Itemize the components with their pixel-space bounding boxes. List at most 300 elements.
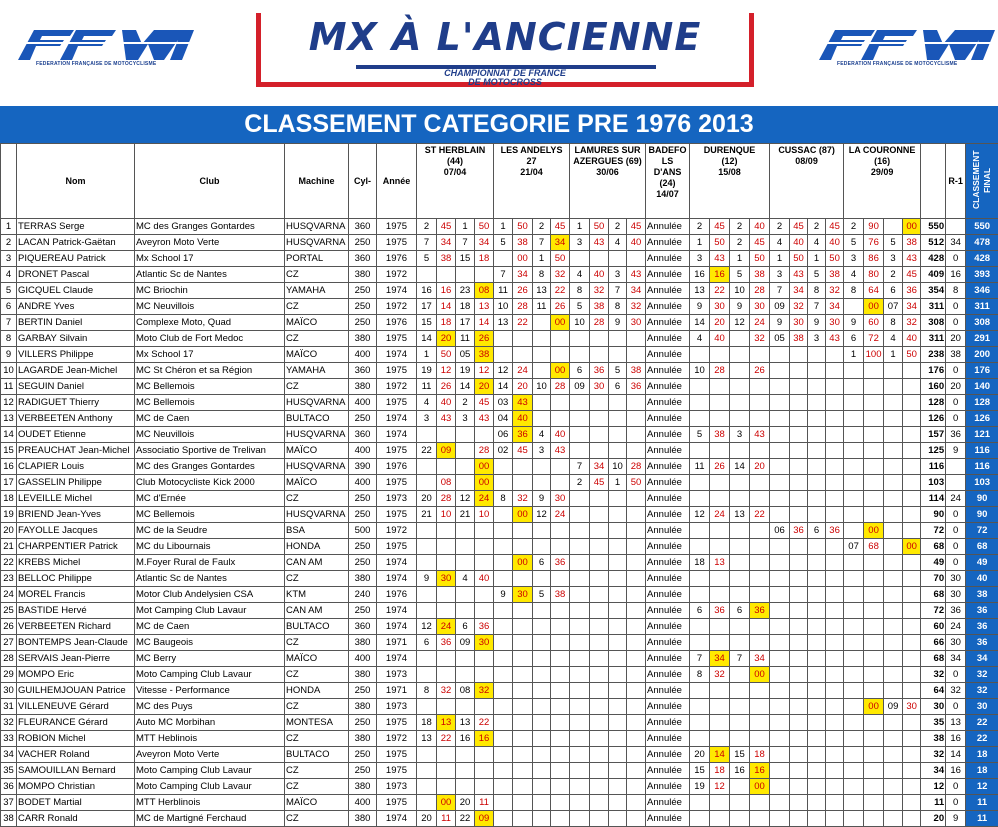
event-cell: [690, 571, 710, 587]
table-row: [1, 395, 998, 411]
table-row: [1, 363, 998, 379]
event-cell: [750, 475, 770, 491]
event-cell: 30: [513, 587, 533, 603]
event-cell: 13: [437, 715, 456, 731]
event-cell: [750, 571, 770, 587]
event-cell: [790, 491, 808, 507]
event-cell: 20: [690, 747, 710, 763]
table-row: [1, 539, 998, 555]
event-cell: [417, 587, 437, 603]
event-cell: [627, 507, 646, 523]
event-cell: 18: [710, 763, 730, 779]
event-cell: [864, 667, 884, 683]
event-cell: [844, 395, 864, 411]
event-cell: [456, 667, 475, 683]
rider-club: MC Briochin: [135, 283, 285, 299]
event-cell: [864, 635, 884, 651]
rider-cyl: 250: [349, 411, 377, 427]
event-cell: [864, 619, 884, 635]
rider-cyl: 400: [349, 347, 377, 363]
event-cell: 9: [690, 299, 710, 315]
event-cell: [627, 395, 646, 411]
event-cell: 15: [690, 763, 710, 779]
rider-club: MC de Caen: [135, 619, 285, 635]
final-points: 32: [966, 667, 998, 683]
r1-points: [946, 475, 966, 491]
row-rank: 7: [1, 315, 17, 331]
event-cell: [609, 651, 627, 667]
event-cell: [770, 667, 790, 683]
total-points: 32: [921, 667, 946, 683]
total-points: 12: [921, 779, 946, 795]
event-cell: 21: [456, 507, 475, 523]
event-cell: [844, 715, 864, 731]
event-cell: 22: [551, 283, 570, 299]
event-cell: [690, 811, 710, 827]
rider-club: Atlantic Sc de Nantes: [135, 267, 285, 283]
event-cell: 7: [456, 235, 475, 251]
table-row: [1, 283, 998, 299]
rider-annee: 1976: [377, 587, 417, 603]
event-cell: [750, 411, 770, 427]
event-cell: [770, 619, 790, 635]
rider-name: KREBS Michel: [17, 555, 135, 571]
rider-annee: 1972: [377, 523, 417, 539]
rider-annee: 1972: [377, 731, 417, 747]
event-cell: 45: [513, 443, 533, 459]
event-cell: 7: [570, 459, 590, 475]
table-row: [1, 523, 998, 539]
badefo-status: Annulée: [646, 459, 690, 475]
rider-cyl: 250: [349, 683, 377, 699]
event-cell: [570, 507, 590, 523]
event-cell: 6: [730, 603, 750, 619]
event-cell: 50: [475, 219, 494, 235]
event-cell: [884, 219, 903, 235]
event-cell: [826, 779, 844, 795]
rider-name: LEVEILLE Michel: [17, 491, 135, 507]
rider-machine: CZ: [285, 811, 349, 827]
rider-club: MC de la Seudre: [135, 523, 285, 539]
event-cell: 43: [475, 411, 494, 427]
rider-cyl: 360: [349, 619, 377, 635]
event-cell: [494, 635, 513, 651]
badefo-status: Annulée: [646, 299, 690, 315]
total-points: 20: [921, 811, 946, 827]
event-cell: [903, 811, 921, 827]
event-cell: [551, 667, 570, 683]
event-cell: [437, 555, 456, 571]
col-event-les-andelys: LES ANDELYS 27 21/04: [494, 144, 570, 219]
r1-points: 30: [946, 635, 966, 651]
table-row: [1, 411, 998, 427]
rider-machine: CAN AM: [285, 603, 349, 619]
event-cell: 28: [551, 379, 570, 395]
final-points: 68: [966, 539, 998, 555]
event-cell: 36: [790, 523, 808, 539]
event-cell: 7: [609, 283, 627, 299]
event-cell: [627, 331, 646, 347]
badefo-status: Annulée: [646, 571, 690, 587]
event-cell: 4: [533, 427, 551, 443]
event-cell: [513, 651, 533, 667]
r1-points: 0: [946, 411, 966, 427]
event-cell: 6: [690, 603, 710, 619]
rider-club: MC d'Ernée: [135, 491, 285, 507]
event-cell: 1: [456, 219, 475, 235]
event-cell: [710, 347, 730, 363]
event-cell: 8: [844, 283, 864, 299]
event-cell: [417, 651, 437, 667]
event-cell: [730, 363, 750, 379]
event-cell: 1: [808, 251, 826, 267]
row-rank: 11: [1, 379, 17, 395]
event-cell: 12: [710, 779, 730, 795]
event-cell: 11: [437, 811, 456, 827]
event-cell: [609, 635, 627, 651]
event-cell: [456, 763, 475, 779]
event-cell: 3: [533, 443, 551, 459]
event-cell: [770, 747, 790, 763]
event-cell: [513, 539, 533, 555]
final-points: 22: [966, 731, 998, 747]
event-cell: [826, 587, 844, 603]
row-rank: 12: [1, 395, 17, 411]
event-cell: [790, 427, 808, 443]
event-cell: 08: [437, 475, 456, 491]
event-cell: 2: [770, 219, 790, 235]
event-cell: [475, 539, 494, 555]
final-points: 11: [966, 795, 998, 811]
r1-points: 32: [946, 683, 966, 699]
event-cell: 32: [903, 315, 921, 331]
event-cell: 38: [710, 427, 730, 443]
event-cell: [494, 459, 513, 475]
event-cell: 34: [627, 283, 646, 299]
rider-cyl: 250: [349, 715, 377, 731]
event-cell: [903, 731, 921, 747]
event-cell: 76: [864, 235, 884, 251]
total-points: 72: [921, 523, 946, 539]
event-cell: 00: [864, 699, 884, 715]
table-row: [1, 715, 998, 731]
event-cell: [808, 731, 826, 747]
event-cell: 16: [456, 731, 475, 747]
event-cell: [770, 443, 790, 459]
event-cell: [590, 811, 609, 827]
event-cell: [690, 699, 710, 715]
event-cell: [808, 363, 826, 379]
event-cell: [513, 779, 533, 795]
rider-club: Moto Camping Club Lavaur: [135, 763, 285, 779]
rider-club: Motor Club Andelysien CSA: [135, 587, 285, 603]
rider-machine: MAÏCO: [285, 347, 349, 363]
rider-cyl: 250: [349, 491, 377, 507]
event-cell: 5: [844, 235, 864, 251]
rider-annee: 1974: [377, 347, 417, 363]
event-cell: [710, 699, 730, 715]
event-cell: [437, 427, 456, 443]
rider-club: M.Foyer Rural de Faulx: [135, 555, 285, 571]
event-cell: [609, 619, 627, 635]
event-cell: [570, 411, 590, 427]
event-cell: [884, 779, 903, 795]
total-points: 30: [921, 699, 946, 715]
table-row: [1, 235, 998, 251]
row-rank: 20: [1, 523, 17, 539]
event-cell: [903, 411, 921, 427]
event-cell: 02: [494, 443, 513, 459]
event-cell: [790, 731, 808, 747]
event-cell: [844, 587, 864, 603]
event-cell: [690, 539, 710, 555]
event-cell: [790, 587, 808, 603]
event-cell: 13: [690, 283, 710, 299]
event-cell: 14: [456, 379, 475, 395]
page-header: [0, 0, 998, 106]
row-rank: 28: [1, 651, 17, 667]
event-cell: [750, 635, 770, 651]
r1-points: 0: [946, 539, 966, 555]
event-cell: [844, 731, 864, 747]
event-cell: 00: [903, 539, 921, 555]
final-points: 18: [966, 763, 998, 779]
event-cell: [808, 779, 826, 795]
event-cell: [609, 747, 627, 763]
rider-annee: 1975: [377, 715, 417, 731]
rider-cyl: 400: [349, 443, 377, 459]
event-cell: 7: [533, 235, 551, 251]
event-cell: [494, 347, 513, 363]
event-cell: [864, 587, 884, 603]
event-cell: 30: [475, 635, 494, 651]
event-cell: 43: [627, 267, 646, 283]
event-cell: [417, 667, 437, 683]
event-cell: [570, 539, 590, 555]
event-cell: [475, 523, 494, 539]
r1-points: 0: [946, 395, 966, 411]
event-cell: 5: [690, 427, 710, 443]
rider-club: Moto Club de Fort Medoc: [135, 331, 285, 347]
rider-name: BONTEMPS Jean-Claude: [17, 635, 135, 651]
event-cell: 34: [903, 299, 921, 315]
event-cell: [790, 443, 808, 459]
rider-name: PIQUEREAU Patrick: [17, 251, 135, 267]
event-cell: 9: [730, 299, 750, 315]
event-cell: [456, 443, 475, 459]
event-cell: [864, 715, 884, 731]
event-cell: [513, 619, 533, 635]
event-cell: 34: [437, 235, 456, 251]
event-cell: 18: [417, 715, 437, 731]
event-cell: 16: [690, 267, 710, 283]
event-cell: [770, 507, 790, 523]
event-cell: [437, 267, 456, 283]
rider-name: SERVAIS Jean-Pierre: [17, 651, 135, 667]
event-cell: 13: [730, 507, 750, 523]
rider-club: MC Neuvillois: [135, 299, 285, 315]
event-cell: [690, 731, 710, 747]
event-cell: [730, 491, 750, 507]
r1-points: 0: [946, 523, 966, 539]
event-cell: 00: [750, 779, 770, 795]
event-cell: [884, 731, 903, 747]
event-cell: [609, 251, 627, 267]
badefo-status: Annulée: [646, 443, 690, 459]
event-cell: 6: [417, 635, 437, 651]
event-cell: [808, 571, 826, 587]
rider-machine: MONTESA: [285, 715, 349, 731]
rider-annee: 1974: [377, 651, 417, 667]
event-cell: 32: [437, 683, 456, 699]
event-cell: [494, 715, 513, 731]
event-cell: [690, 715, 710, 731]
event-cell: [551, 619, 570, 635]
event-cell: [750, 715, 770, 731]
event-cell: 10: [690, 363, 710, 379]
badefo-status: Annulée: [646, 235, 690, 251]
event-cell: 5: [730, 267, 750, 283]
event-cell: 45: [710, 219, 730, 235]
final-points: 72: [966, 523, 998, 539]
event-cell: [710, 731, 730, 747]
event-cell: 43: [826, 331, 844, 347]
event-cell: 12: [690, 507, 710, 523]
table-row: [1, 219, 998, 235]
event-cell: [750, 811, 770, 827]
table-row: [1, 619, 998, 635]
event-cell: [730, 331, 750, 347]
rider-name: DRONET Pascal: [17, 267, 135, 283]
event-cell: [417, 523, 437, 539]
badefo-status: Annulée: [646, 731, 690, 747]
final-points: 308: [966, 315, 998, 331]
event-cell: [790, 555, 808, 571]
event-cell: [513, 475, 533, 491]
event-cell: [627, 619, 646, 635]
event-cell: 38: [551, 587, 570, 603]
rider-annee: 1975: [377, 363, 417, 379]
table-row: [1, 299, 998, 315]
rider-cyl: 250: [349, 539, 377, 555]
event-cell: [533, 475, 551, 491]
badefo-status: Annulée: [646, 363, 690, 379]
col-event-cussac: CUSSAC (87) 08/09: [770, 144, 844, 219]
event-cell: 34: [551, 235, 570, 251]
event-cell: [903, 443, 921, 459]
rider-cyl: 390: [349, 459, 377, 475]
rider-name: ANDRE Yves: [17, 299, 135, 315]
event-cell: 1: [609, 475, 627, 491]
event-cell: [808, 475, 826, 491]
event-cell: [609, 763, 627, 779]
badefo-status: Annulée: [646, 651, 690, 667]
row-rank: 18: [1, 491, 17, 507]
table-row: [1, 459, 998, 475]
event-cell: [627, 811, 646, 827]
event-cell: [494, 555, 513, 571]
event-cell: [417, 267, 437, 283]
event-cell: 00: [513, 555, 533, 571]
event-cell: [533, 651, 551, 667]
event-cell: [590, 331, 609, 347]
event-cell: [770, 715, 790, 731]
event-cell: 20: [710, 315, 730, 331]
rider-annee: 1974: [377, 571, 417, 587]
event-cell: [808, 379, 826, 395]
event-cell: 50: [627, 475, 646, 491]
event-cell: [844, 779, 864, 795]
event-cell: 9: [609, 315, 627, 331]
event-cell: [826, 555, 844, 571]
badefo-status: Annulée: [646, 811, 690, 827]
event-cell: [730, 475, 750, 491]
row-rank: 25: [1, 603, 17, 619]
event-cell: [770, 763, 790, 779]
event-cell: 100: [864, 347, 884, 363]
event-cell: 28: [475, 443, 494, 459]
event-cell: [826, 379, 844, 395]
event-cell: [730, 395, 750, 411]
table-row: [1, 811, 998, 827]
table-row: [1, 747, 998, 763]
event-cell: 9: [844, 315, 864, 331]
event-cell: [690, 491, 710, 507]
event-cell: 16: [750, 763, 770, 779]
event-cell: [790, 635, 808, 651]
event-cell: [864, 683, 884, 699]
event-cell: 7: [808, 299, 826, 315]
event-cell: [590, 667, 609, 683]
event-cell: 2: [533, 219, 551, 235]
event-cell: 3: [609, 267, 627, 283]
event-cell: [844, 555, 864, 571]
event-cell: [864, 571, 884, 587]
event-cell: [417, 779, 437, 795]
rider-club: Auto MC Morbihan: [135, 715, 285, 731]
r1-points: 24: [946, 491, 966, 507]
event-cell: 10: [570, 315, 590, 331]
event-cell: [570, 331, 590, 347]
event-cell: 00: [864, 523, 884, 539]
event-cell: [627, 683, 646, 699]
event-cell: [864, 651, 884, 667]
event-cell: 40: [627, 235, 646, 251]
col-club: Club: [135, 144, 285, 219]
r1-points: 24: [946, 619, 966, 635]
event-cell: 05: [456, 347, 475, 363]
event-cell: 5: [417, 251, 437, 267]
event-cell: [710, 683, 730, 699]
event-cell: 90: [864, 219, 884, 235]
rider-machine: PORTAL: [285, 251, 349, 267]
total-points: 72: [921, 603, 946, 619]
event-cell: 6: [533, 555, 551, 571]
event-cell: [690, 795, 710, 811]
event-cell: 1: [884, 347, 903, 363]
event-cell: [494, 539, 513, 555]
table-row: [1, 571, 998, 587]
event-cell: [808, 635, 826, 651]
event-cell: [627, 715, 646, 731]
row-rank: 10: [1, 363, 17, 379]
final-points: 36: [966, 635, 998, 651]
rider-machine: BULTACO: [285, 411, 349, 427]
event-cell: [710, 811, 730, 827]
event-cell: 8: [690, 667, 710, 683]
row-rank: 30: [1, 683, 17, 699]
rider-name: FAYOLLE Jacques: [17, 523, 135, 539]
